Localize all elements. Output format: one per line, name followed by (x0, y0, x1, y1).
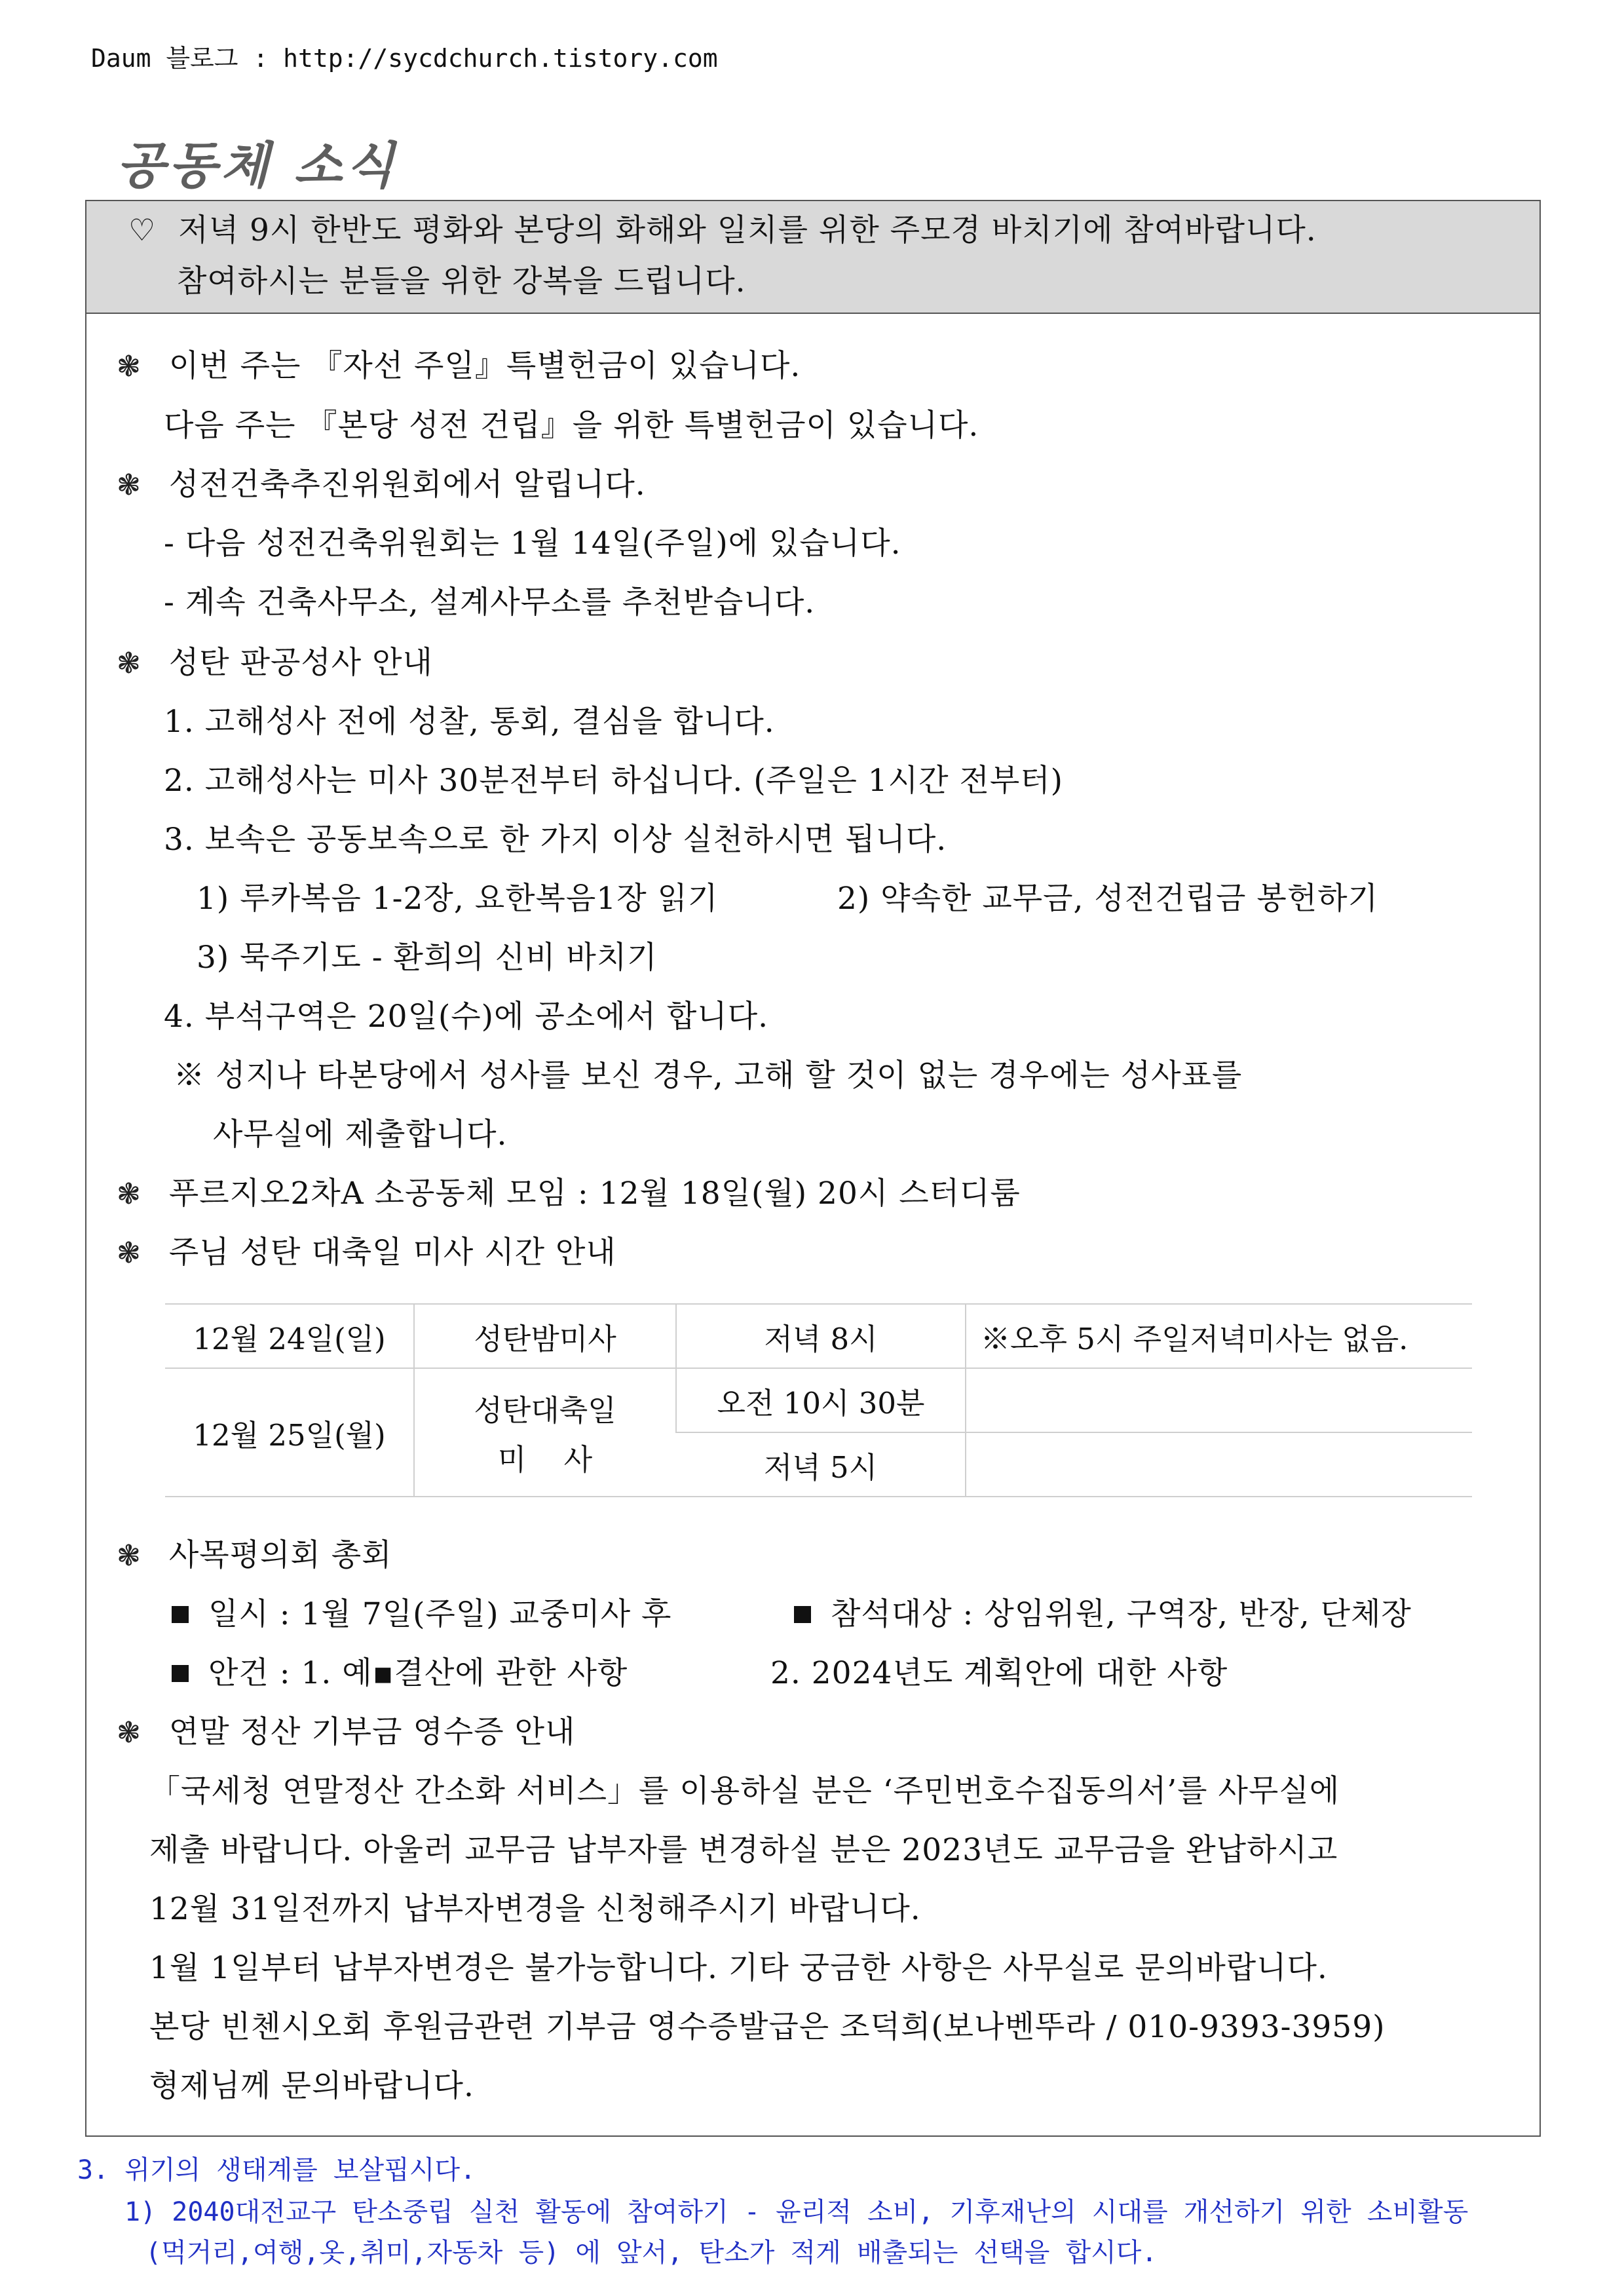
mass-name-line-1: 성탄대축일 (474, 1393, 616, 1428)
confession-note-1: ※ 성지나 타본당에서 성사를 보신 경우, 고해 할 것이 없는 경우에는 성사표를 (174, 1058, 1243, 1094)
receipt-paragraph-line: 형제님께 문의바랍니다. (149, 2068, 474, 2104)
table-cell: 저녁 5시 (676, 1432, 966, 1497)
square-bullet-icon (794, 1606, 811, 1623)
banner-line-1: ♡ 저녁 9시 한반도 평화와 본당의 화해와 일치를 위한 주모경 바치기에 참여바랍니다. (128, 212, 1317, 248)
council-attendees: 참석대상 : 상임위원, 구역장, 반장, 단체장 (794, 1595, 1412, 1634)
flower-bullet-icon: ❃ (117, 469, 142, 502)
confession-step-1: 1. 고해성사 전에 성찰, 통회, 결심을 합니다. (164, 704, 775, 740)
mass-name-line-2: 미 사 (497, 1442, 593, 1477)
building-line-1: - 다음 성전건축위원회는 1월 14일(주일)에 있습니다. (164, 526, 901, 562)
offering-item: ❃ 이번 주는 『자선 주일』특별헌금이 있습니다. (117, 348, 801, 384)
receipt-paragraph-line: 12월 31일전까지 납부자변경을 신청해주시기 바랍니다. (149, 1891, 921, 1927)
section-title: 공동체 소식 (117, 136, 398, 195)
table-cell: 12월 25일(월) (165, 1368, 414, 1497)
council-item: ❃ 사목평의회 총회 (117, 1537, 392, 1573)
table-row (165, 1304, 1472, 1368)
ecology-line-2: (먹거리,여행,옷,취미,자동차 등) 에 앞서, 탄소가 적게 배출되는 선택을 합시다. (145, 2238, 1158, 2268)
receipt-item: ❃ 연말 정산 기부금 영수증 안내 (117, 1714, 576, 1750)
banner-line-2: 참여하시는 분들을 위한 강복을 드립니다. (177, 263, 746, 299)
mass-schedule-table (165, 1303, 1472, 1497)
table-cell (966, 1432, 1472, 1497)
square-bullet-icon (172, 1606, 189, 1623)
receipt-paragraph-line: 「국세청 연말정산 간소화 서비스」를 이용하실 분은 ‘주민번호수집동의서’를 사무실에 (149, 1773, 1340, 1809)
table-cell: 12월 24일(일) (165, 1304, 414, 1368)
blog-address: Daum 블로그 : http://sycdchurch.tistory.com (91, 44, 718, 73)
receipt-paragraph-line: 1월 1일부터 납부자변경은 불가능합니다. 기타 궁금한 사항은 사무실로 문의바랍니다. (149, 1950, 1328, 1986)
council-when: 일시 : 1월 7일(주일) 교중미사 후 (172, 1595, 671, 1634)
penance-option-1: 1) 루카복음 1-2장, 요한복음1장 읽기 (197, 881, 719, 917)
building-item: ❃ 성전건축추진위원회에서 알립니다. (117, 467, 646, 503)
table-cell: ※오후 5시 주일저녁미사는 없음. (966, 1304, 1472, 1368)
offering-line-2: 다음 주는 『본당 성전 건립』을 위한 특별헌금이 있습니다. (164, 408, 979, 444)
flower-bullet-icon: ❃ (117, 1716, 142, 1750)
table-row (165, 1368, 1472, 1432)
penance-option-2: 2) 약속한 교무금, 성전건립금 봉헌하기 (837, 881, 1378, 917)
receipt-paragraph-line: 제출 바랍니다. 아울러 교무금 납부자를 변경하실 분은 2023년도 교무금을 완납하시고 (149, 1832, 1338, 1868)
flower-bullet-icon: ❃ (117, 1236, 142, 1270)
flower-bullet-icon: ❃ (117, 1539, 142, 1573)
flower-bullet-icon: ❃ (117, 1177, 142, 1211)
ecology-line-1: 1) 2040대전교구 탄소중립 실천 활동에 참여하기 - 윤리적 소비, 기후재난의 시대를 개선하기 위한 소비활동 (124, 2197, 1469, 2227)
confession-step-4: 4. 부석구역은 20일(수)에 공소에서 합니다. (164, 999, 769, 1035)
confession-note-2: 사무실에 제출합니다. (213, 1117, 508, 1153)
heart-icon: ♡ (128, 212, 157, 248)
penance-option-3: 3) 묵주기도 - 환희의 신비 바치기 (197, 940, 658, 976)
receipt-paragraph-line: 본당 빈첸시오회 후원금관련 기부금 영수증발급은 조덕희(보나벤뚜라 / 010-9393-3959) (149, 2009, 1386, 2045)
flower-bullet-icon: ❃ (117, 350, 142, 383)
group-meeting-item: ❃ 푸르지오2차A 소공동체 모임 : 12월 18일(월) 20시 스터디룸 (117, 1176, 1021, 1212)
flower-bullet-icon: ❃ (117, 647, 142, 680)
table-cell (414, 1368, 676, 1497)
confession-step-2: 2. 고해성사는 미사 30분전부터 하십니다. (주일은 1시간 전부터) (164, 763, 1063, 799)
confession-step-3: 3. 보속은 공동보속으로 한 가지 이상 실천하시면 됩니다. (164, 822, 947, 858)
table-cell: 성탄밤미사 (414, 1304, 676, 1368)
confession-item: ❃ 성탄 판공성사 안내 (117, 645, 433, 681)
ecology-heading: 3. 위기의 생태계를 보살핍시다. (77, 2155, 476, 2185)
christmas-mass-item: ❃ 주님 성탄 대축일 미사 시간 안내 (117, 1234, 616, 1271)
table-cell: 저녁 8시 (676, 1304, 966, 1368)
table-cell: 오전 10시 30분 (676, 1368, 966, 1432)
council-agenda: 안건 : 1. 예▪결산에 관한 사항 (172, 1654, 628, 1693)
square-bullet-icon (172, 1665, 189, 1682)
building-line-2: - 계속 건축사무소, 설계사무소를 추천받습니다. (164, 584, 816, 621)
council-agenda-2: 2. 2024년도 계획안에 대한 사항 (770, 1655, 1228, 1691)
table-cell (966, 1368, 1472, 1432)
